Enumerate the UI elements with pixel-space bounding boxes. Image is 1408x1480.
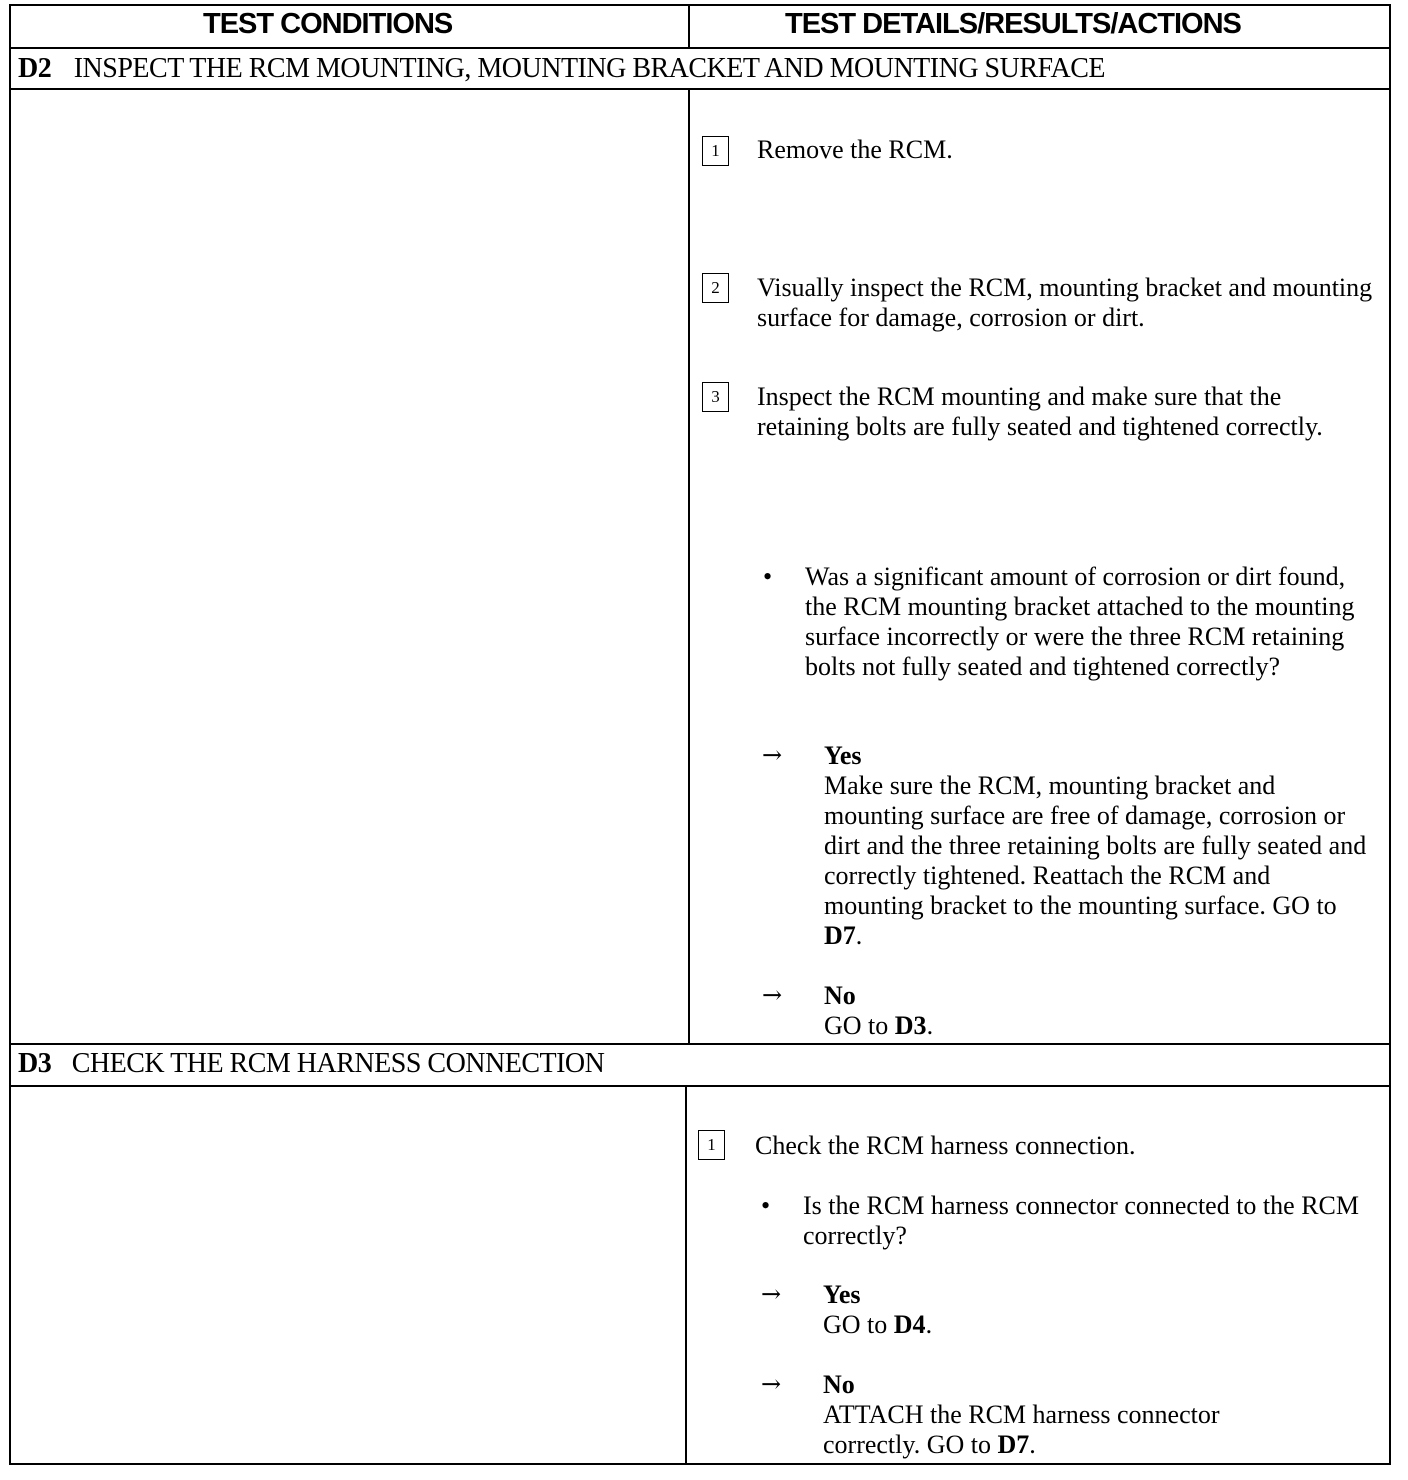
d3-section-title (18, 1048, 604, 1080)
test-conditions-header: TEST CONDITIONS (203, 8, 453, 40)
d2-step-id: D2 (18, 53, 52, 84)
d2-no-goto-d3[interactable]: D3 (894, 1011, 927, 1040)
d3-column-divider (685, 1085, 687, 1465)
d3-title-divider (9, 1085, 1391, 1087)
d2-no-label: No (824, 981, 856, 1010)
d3-yes-goto-d4[interactable]: D4 (893, 1310, 926, 1339)
d3-step-1-box: 1 (698, 1130, 725, 1160)
d3-step-id: D3 (18, 1048, 52, 1079)
d3-no-arrow-icon: → (761, 1370, 782, 1398)
d3-no-text: ATTACH the RCM harness connector correctly. GO to (823, 1400, 1220, 1459)
test-details-header: TEST DETAILS/RESULTS/ACTIONS (785, 8, 1241, 40)
d3-question-bullet: • (761, 1191, 771, 1220)
d3-yes-text: GO to (823, 1310, 888, 1339)
header-divider (9, 47, 1391, 49)
d2-yes-arrow-icon: → (762, 741, 783, 769)
d3-yes-arrow-icon: → (761, 1280, 782, 1308)
d2-step-2-box: 2 (702, 273, 729, 303)
d2-step-1-box: 1 (702, 136, 729, 166)
table-left-border (9, 4, 11, 1465)
d2-title: INSPECT THE RCM MOUNTING, MOUNTING BRACKET AND MOUNTING SURFACE (73, 53, 1106, 84)
d3-step-1-text: Check the RCM harness connection. (755, 1131, 1136, 1160)
d2-yes-text: Make sure the RCM, mounting bracket and mounting surface are free of damage, corrosion or dirt and the three retaining bolts are fully seated and correctly tightened. Reattach the RCM and mounting bracket to the mounting surface. GO to (824, 771, 1367, 920)
d3-no-goto-d7[interactable]: D7 (997, 1430, 1030, 1459)
d2-step-2-text: Visually inspect the RCM, mounting bracket and mounting surface for damage, corrosion or dirt. (757, 273, 1373, 332)
d3-question: Is the RCM harness connector connected to the RCM correctly? (803, 1191, 1359, 1250)
d2-no-text: GO to (824, 1011, 889, 1040)
d2-step-3-box: 3 (702, 382, 729, 412)
d2-title-divider (9, 88, 1391, 90)
d2-question-bullet: • (763, 562, 773, 591)
table-top-border (9, 4, 1391, 6)
d3-no-period: . (1029, 1430, 1036, 1459)
d2-step-3-text: Inspect the RCM mounting and make sure that the retaining bolts are fully seated and tightened correctly. (757, 382, 1323, 441)
d2-yes-goto-d7[interactable]: D7 (824, 921, 856, 950)
d2-yes-period: . (855, 921, 863, 950)
d3-no-label: No (823, 1370, 855, 1399)
d2-no-period: . (926, 1011, 934, 1040)
d2-yes-action (824, 771, 1369, 951)
header-column-divider (688, 4, 690, 49)
d3-title: CHECK THE RCM HARNESS CONNECTION (71, 1048, 605, 1079)
d3-section-divider (9, 1043, 1391, 1045)
d3-yes-label: Yes (823, 1280, 861, 1309)
d3-yes-action (823, 1310, 932, 1340)
d2-question: Was a significant amount of corrosion or dirt found, the RCM mounting bracket attached to the mounting surface incorrectly or were the three RCM retaining bolts not fully seated and tightened correctly? (805, 562, 1355, 681)
d2-section-title (18, 53, 1105, 85)
table-right-border (1389, 4, 1391, 1465)
d2-no-arrow-icon: → (762, 981, 783, 1009)
d3-no-action (823, 1400, 1293, 1460)
d2-no-action (824, 1011, 933, 1041)
d2-step-1-text: Remove the RCM. (757, 135, 953, 164)
d2-column-divider (688, 88, 690, 1045)
d3-yes-period: . (925, 1310, 933, 1339)
d2-yes-label: Yes (824, 741, 862, 770)
table-bottom-border (9, 1463, 1391, 1465)
